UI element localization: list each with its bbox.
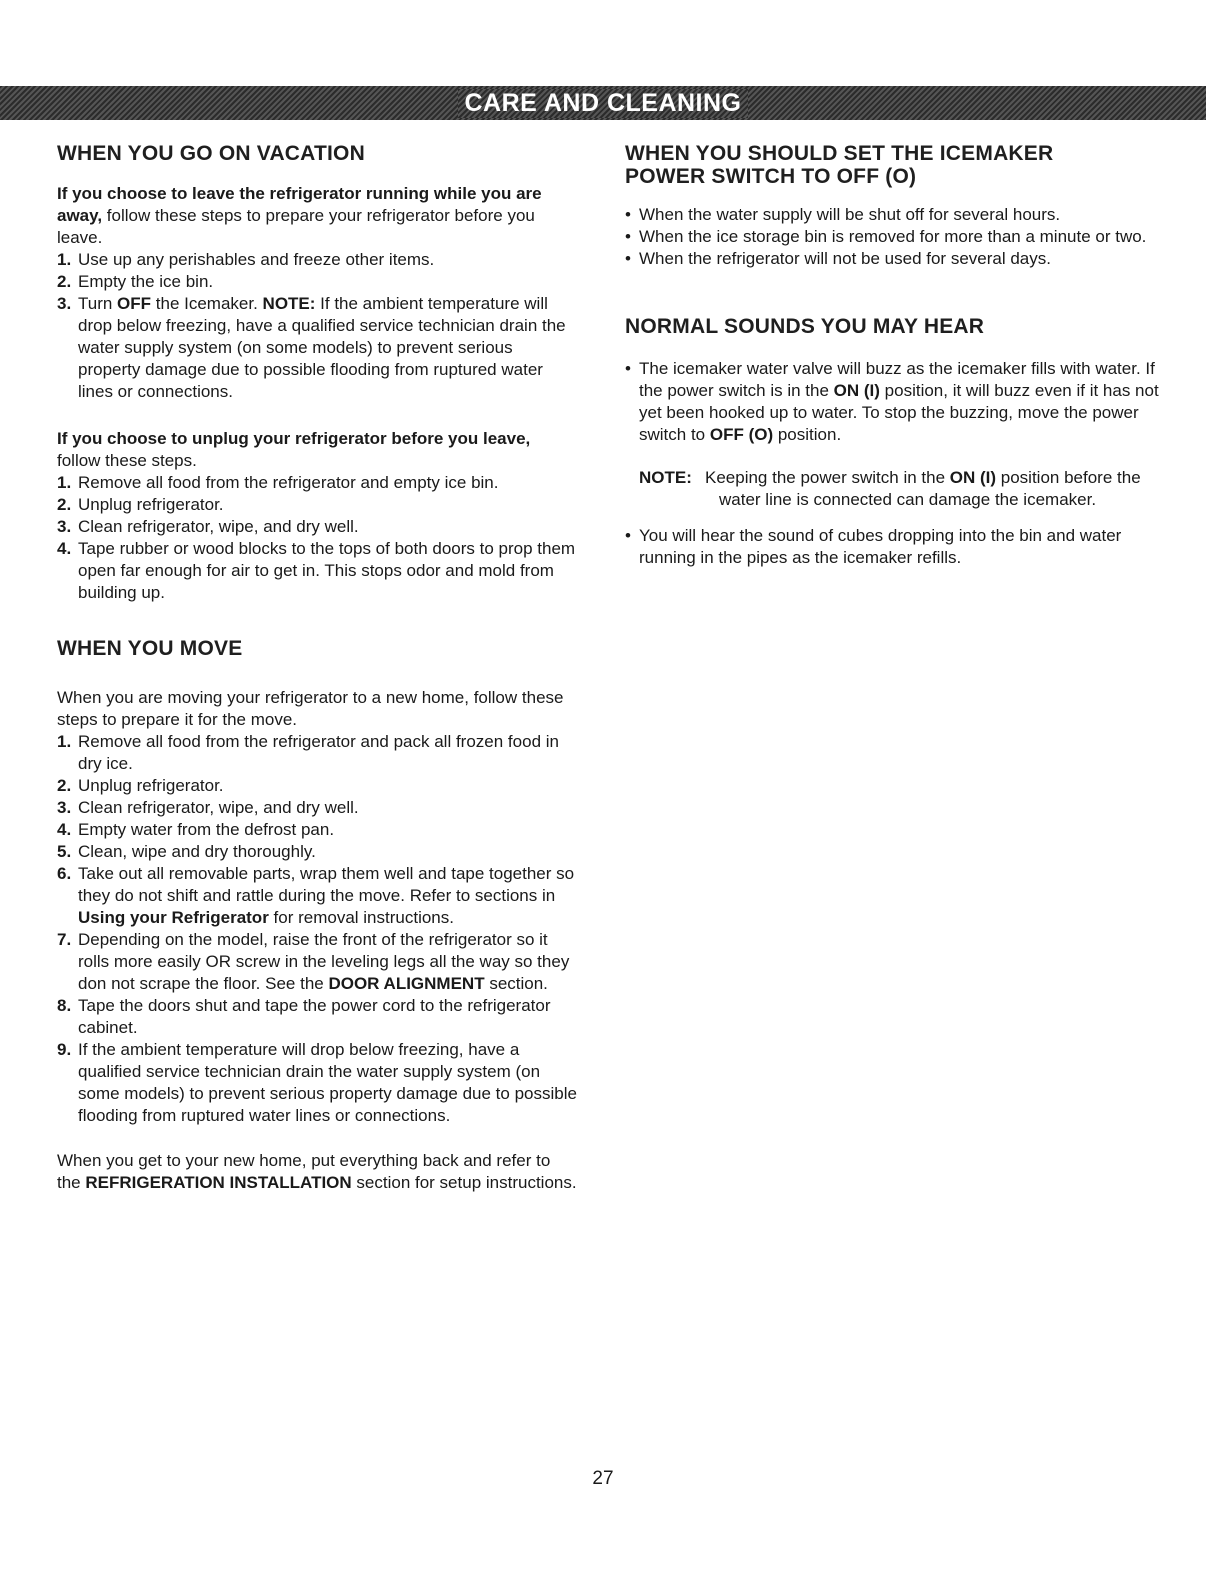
step-text: Clean, wipe and dry thoroughly. — [78, 842, 316, 861]
left-column — [57, 142, 577, 1194]
step-text: Take out all removable parts, wrap them well and tape together so they do not shift and rattle during the move. Refer to sections in — [78, 864, 575, 905]
vacation-running-rest: follow these steps to prepare your refrigerator before you leave. — [57, 206, 535, 247]
step-text: the Icemaker. — [151, 294, 263, 313]
vacation-unplug-rest: follow these steps. — [57, 451, 197, 470]
bullet-text: position, it will buzz even if it has not yet been hooked up to water. To stop the buzzing, move the power switch to — [639, 381, 1159, 444]
step-number: 3. — [57, 517, 72, 536]
bullet-text: The icemaker water valve will buzz as the icemaker fills with water. If the power switch is in the — [639, 359, 1155, 400]
step-text: Remove all food from the refrigerator and pack all frozen food in dry ice. — [78, 732, 559, 773]
step-text: If the ambient temperature will drop below freezing, have a qualified service technician drain the water supply system (on some models) to prevent serious property damage due to possible flooding from ruptured water lines or connections. — [78, 1040, 577, 1125]
bullet-icon: • — [625, 249, 631, 268]
step-text: Empty water from the defrost pan. — [78, 820, 335, 839]
section-reference: DOOR ALIGNMENT — [328, 974, 485, 993]
step-text: Turn — [78, 294, 118, 313]
outro-text: When you get to your new home, put everything back and refer to the — [57, 1151, 551, 1192]
icemaker-bullets — [625, 204, 1160, 270]
page-title: CARE AND CLEANING — [458, 89, 747, 118]
vacation-running-intro — [57, 183, 577, 249]
list-item — [57, 516, 577, 538]
list-item — [625, 525, 1160, 569]
section-reference: Using your Refrigerator — [78, 908, 269, 927]
step-number: 9. — [57, 1040, 72, 1059]
step-number: 1. — [57, 732, 72, 751]
bullet-text: When the water supply will be shut off for several hours. — [639, 205, 1061, 224]
list-item — [57, 995, 577, 1039]
vacation-heading: WHEN YOU GO ON VACATION — [57, 142, 365, 165]
step-number: 5. — [57, 842, 72, 861]
step-text: section. — [484, 974, 548, 993]
sounds-bullets-2 — [625, 525, 1160, 569]
step-number: 4. — [57, 539, 72, 558]
sounds-note — [639, 467, 1160, 511]
step-text: Tape rubber or wood blocks to the tops of both doors to prop them open far enough for air to get in. This stops odor and mold from building up. — [78, 539, 576, 602]
note-text: position before the water line is connected can damage the icemaker. — [719, 468, 1141, 509]
vacation-unplug-section — [57, 428, 577, 604]
bullet-text: You will hear the sound of cubes dropping into the bin and water running in the pipes as the icemaker refills. — [639, 526, 1122, 567]
step-number: 2. — [57, 272, 72, 291]
off-label: OFF (O) — [709, 425, 774, 444]
step-text: Unplug refrigerator. — [78, 495, 224, 514]
bullet-text: position. — [773, 425, 842, 444]
section-banner — [0, 86, 1206, 120]
move-section — [57, 687, 577, 1194]
move-intro: When you are moving your refrigerator to a new home, follow these steps to prepare it for the move. — [57, 688, 564, 729]
vacation-running-lead: If you choose to leave the refrigerator running while you are away, — [57, 184, 542, 225]
step-number: 2. — [57, 495, 72, 514]
note-text: Keeping the power switch in the — [705, 468, 950, 487]
page-number: 27 — [592, 1468, 614, 1489]
step-text: Empty the ice bin. — [78, 272, 214, 291]
step-number: 7. — [57, 930, 72, 949]
list-item — [625, 358, 1160, 446]
list-item — [57, 797, 577, 819]
heading-line: WHEN YOU SHOULD SET THE ICEMAKER — [625, 142, 1054, 165]
step-text: If the ambient temperature will drop below freezing, have a qualified service technician drain the water supply system (on some models) to prevent serious property damage due to possible flooding from ruptured water lines or connections. — [78, 294, 566, 401]
vacation-unplug-intro — [57, 428, 577, 472]
on-label: ON (I) — [949, 468, 997, 487]
note-label: NOTE: — [639, 468, 692, 487]
list-item — [57, 538, 577, 604]
step-number: 3. — [57, 798, 72, 817]
bullet-icon: • — [625, 359, 631, 378]
step-number: 3. — [57, 294, 72, 313]
on-label: ON (I) — [833, 381, 880, 400]
step-number: 6. — [57, 864, 72, 883]
step-text: Clean refrigerator, wipe, and dry well. — [78, 798, 359, 817]
vacation-unplug-lead: If you choose to unplug your refrigerator before you leave, — [57, 429, 531, 448]
bullet-text: When the ice storage bin is removed for more than a minute or two. — [639, 227, 1147, 246]
list-item — [57, 271, 577, 293]
list-item — [625, 204, 1160, 226]
bullet-text: When the refrigerator will not be used for several days. — [639, 249, 1051, 268]
step-text: Use up any perishables and freeze other items. — [78, 250, 435, 269]
list-item — [625, 226, 1160, 248]
step-text: Depending on the model, raise the front of the refrigerator so it rolls more easily OR screw in the leveling legs all the way so they don not scrape the floor. See the — [78, 930, 570, 993]
step-number: 4. — [57, 820, 72, 839]
list-item — [57, 775, 577, 797]
list-item — [57, 494, 577, 516]
icemaker-heading — [625, 142, 1160, 188]
list-item — [57, 863, 577, 929]
move-heading: WHEN YOU MOVE — [57, 637, 243, 660]
right-column — [625, 142, 1160, 569]
list-item — [57, 293, 577, 403]
off-label: OFF — [117, 294, 152, 313]
step-number: 1. — [57, 250, 72, 269]
list-item — [625, 248, 1160, 270]
section-reference: REFRIGERATION INSTALLATION — [85, 1173, 352, 1192]
step-number: 1. — [57, 473, 72, 492]
outro-text: section for setup instructions. — [351, 1173, 577, 1192]
sounds-heading: NORMAL SOUNDS YOU MAY HEAR — [625, 315, 985, 338]
bullet-icon: • — [625, 205, 631, 224]
bullet-icon: • — [625, 526, 631, 545]
vacation-running-steps — [57, 249, 577, 403]
heading-line: POWER SWITCH TO OFF (O) — [625, 165, 917, 188]
note-label: NOTE: — [262, 294, 316, 313]
step-text: Clean refrigerator, wipe, and dry well. — [78, 517, 359, 536]
vacation-running-section — [57, 183, 577, 403]
move-outro — [57, 1150, 577, 1194]
step-number: 8. — [57, 996, 72, 1015]
bullet-icon: • — [625, 227, 631, 246]
list-item — [57, 929, 577, 995]
vacation-unplug-steps — [57, 472, 577, 604]
list-item — [57, 731, 577, 775]
sounds-section — [625, 358, 1160, 569]
step-text: Unplug refrigerator. — [78, 776, 224, 795]
step-number: 2. — [57, 776, 72, 795]
list-item — [57, 472, 577, 494]
step-text: Remove all food from the refrigerator and empty ice bin. — [78, 473, 499, 492]
list-item — [57, 249, 577, 271]
step-text: for removal instructions. — [268, 908, 454, 927]
list-item — [57, 841, 577, 863]
list-item — [57, 1039, 577, 1127]
step-text: Tape the doors shut and tape the power cord to the refrigerator cabinet. — [78, 996, 551, 1037]
list-item — [57, 819, 577, 841]
sounds-bullets-1 — [625, 358, 1160, 446]
move-steps — [57, 731, 577, 1127]
